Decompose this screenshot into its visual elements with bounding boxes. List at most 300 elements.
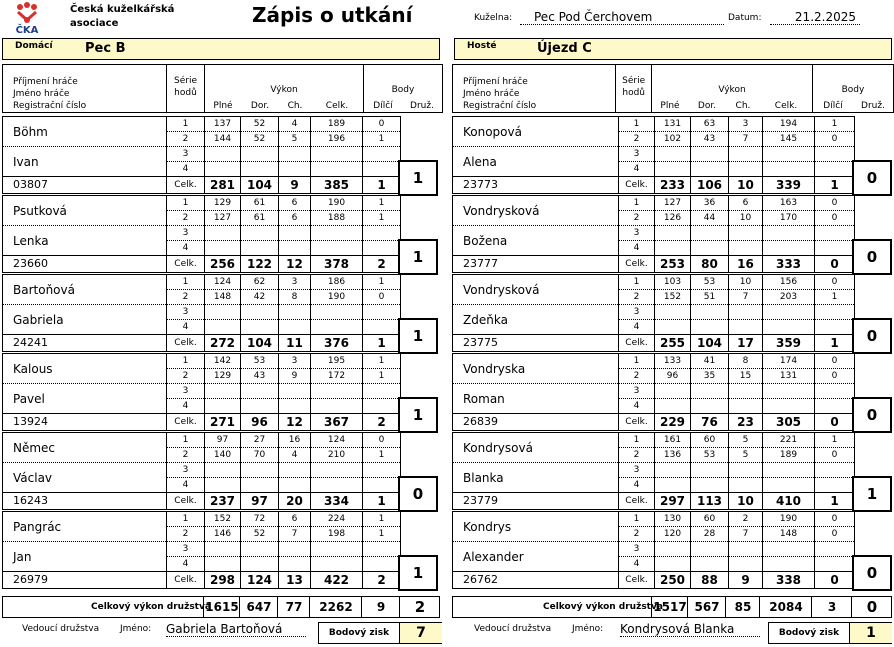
series-value: 61 (241, 211, 279, 226)
series-dilci: 1 (363, 512, 401, 527)
player-first-name: Václav (3, 463, 167, 493)
series-value: 161 (655, 433, 691, 448)
team-point-box: 0 (852, 160, 892, 196)
series-value: 6 (279, 196, 311, 211)
home-name-label: Jméno: (120, 624, 152, 634)
total-value: 9 (729, 572, 763, 589)
series-value: 43 (691, 132, 729, 147)
series-number: 3 (619, 384, 655, 399)
series-value: 221 (763, 433, 815, 448)
total-value: 385 (311, 177, 363, 194)
series-value: 126 (655, 211, 691, 226)
player-surname: Vondryska (453, 354, 619, 384)
series-number: 1 (619, 117, 655, 132)
svg-text:ČKA: ČKA (15, 25, 39, 35)
series-value: 97 (205, 433, 241, 448)
total-value: 10 (729, 177, 763, 194)
plne-header: Plné (660, 101, 680, 111)
series-value: 124 (311, 433, 363, 448)
total-value: 12 (279, 256, 311, 273)
series-dilci: 0 (815, 354, 855, 369)
celk-header: Celk. (325, 101, 349, 111)
series-number: 4 (619, 320, 655, 335)
home-team-bar (2, 38, 440, 60)
player-reg-number: 13924 (3, 414, 167, 431)
player-first-name: Alena (453, 147, 619, 177)
total-value: 367 (311, 414, 363, 431)
away-team-name: Újezd C (537, 41, 592, 56)
home-column-headers (2, 64, 443, 113)
away-leader-label: Vedoucí družstva (474, 624, 552, 634)
series-value: 136 (655, 448, 691, 463)
total-value: 12 (279, 414, 311, 431)
total-dilci: 1 (815, 335, 855, 352)
series-dilci: 1 (363, 527, 401, 542)
total-value: 233 (655, 177, 691, 194)
total-value: 17 (729, 335, 763, 352)
player-reg-number: 23660 (3, 256, 167, 273)
away-column-headers (452, 64, 894, 113)
series-number: 2 (167, 448, 205, 463)
team-point-box: 1 (398, 160, 438, 196)
home-total-dilci: 9 (361, 597, 400, 617)
series-number: 2 (167, 132, 205, 147)
series-dilci: 1 (363, 448, 401, 463)
series-number: 1 (619, 433, 655, 448)
total-value: 298 (205, 572, 241, 589)
total-label: Celk. (167, 256, 205, 273)
away-team-bar (454, 38, 892, 60)
series-value: 156 (763, 275, 815, 290)
druz-header: Druž. (861, 101, 885, 111)
series-value: 61 (241, 196, 279, 211)
venue-label: Kuželna: (474, 13, 513, 23)
away-total-label: Celkový výkon družstva (543, 602, 663, 612)
body-header: Body (841, 85, 865, 95)
series-value: 137 (205, 117, 241, 132)
team-point-box: 0 (852, 397, 892, 433)
total-dilci: 1 (363, 177, 401, 194)
series-dilci: 1 (815, 117, 855, 132)
player-block (2, 116, 401, 194)
series-number: 2 (167, 290, 205, 305)
total-dilci: 1 (363, 493, 401, 510)
total-value: 272 (205, 335, 241, 352)
series-value: 7 (729, 527, 763, 542)
series-value: 15 (729, 369, 763, 384)
total-value: 229 (655, 414, 691, 431)
series-number: 4 (167, 162, 205, 177)
total-dilci: 0 (815, 256, 855, 273)
series-value: 10 (729, 275, 763, 290)
series-value: 196 (311, 132, 363, 147)
series-number: 3 (167, 305, 205, 320)
player-column-header: Příjmení hráče Jméno hráče Registrační číslo (453, 65, 616, 113)
series-number: 3 (619, 463, 655, 478)
ch-header: Ch. (287, 101, 303, 111)
series-value: 60 (691, 512, 729, 527)
total-dilci: 1 (363, 335, 401, 352)
total-value: 104 (241, 335, 279, 352)
total-label: Celk. (167, 335, 205, 352)
total-value: 271 (205, 414, 241, 431)
total-value: 250 (655, 572, 691, 589)
series-dilci: 0 (815, 275, 855, 290)
player-surname: Bartoňová (3, 275, 167, 305)
series-value: 72 (241, 512, 279, 527)
player-surname: Němec (3, 433, 167, 463)
total-value: 281 (205, 177, 241, 194)
venue-value: Pec Pod Čerchovem (520, 10, 724, 25)
home-total-dor: 647 (239, 597, 278, 617)
series-number: 2 (619, 448, 655, 463)
series-value: 2 (729, 512, 763, 527)
series-value: 186 (311, 275, 363, 290)
total-value: 339 (763, 177, 815, 194)
total-value: 422 (311, 572, 363, 589)
total-dilci: 1 (815, 493, 855, 510)
series-dilci: 0 (815, 196, 855, 211)
series-number: 4 (167, 478, 205, 493)
druz-header: Druž. (410, 101, 434, 111)
player-reg-number: 23773 (453, 177, 619, 194)
series-number: 4 (619, 241, 655, 256)
series-value: 198 (311, 527, 363, 542)
player-surname: Konopová (453, 117, 619, 147)
series-dilci: 0 (815, 132, 855, 147)
series-dilci: 1 (363, 275, 401, 290)
home-scoresheet (2, 64, 443, 587)
series-value: 10 (729, 211, 763, 226)
series-value: 127 (205, 211, 241, 226)
series-number: 1 (167, 117, 205, 132)
team-point-box: 0 (852, 555, 892, 591)
total-value: 333 (763, 256, 815, 273)
series-dilci: 1 (363, 132, 401, 147)
player-first-name: Gabriela (3, 305, 167, 335)
series-value: 7 (729, 290, 763, 305)
series-value: 163 (763, 196, 815, 211)
series-number: 3 (167, 147, 205, 162)
series-number: 1 (619, 275, 655, 290)
total-value: 10 (729, 493, 763, 510)
series-dilci: 0 (363, 117, 401, 132)
player-surname: Kalous (3, 354, 167, 384)
series-value: 131 (655, 117, 691, 132)
series-number: 4 (619, 399, 655, 414)
series-number: 2 (619, 290, 655, 305)
player-first-name: Pavel (3, 384, 167, 414)
series-value: 145 (763, 132, 815, 147)
player-reg-number: 26762 (453, 572, 619, 589)
player-first-name: Ivan (3, 147, 167, 177)
home-total-plne: 1615 (203, 597, 240, 617)
series-value: 52 (241, 132, 279, 147)
total-label: Celk. (619, 177, 655, 194)
series-number: 1 (167, 275, 205, 290)
series-value: 190 (763, 512, 815, 527)
player-first-name: Lenka (3, 226, 167, 256)
series-value: 190 (311, 196, 363, 211)
home-leader-label: Vedoucí družstva (22, 624, 100, 634)
home-label: Domácí (15, 41, 53, 51)
series-value: 63 (691, 117, 729, 132)
series-value: 102 (655, 132, 691, 147)
total-value: 253 (655, 256, 691, 273)
series-dilci: 0 (815, 211, 855, 226)
series-value: 140 (205, 448, 241, 463)
series-dilci: 0 (815, 512, 855, 527)
series-number: 4 (619, 557, 655, 572)
plne-header: Plné (213, 101, 233, 111)
player-reg-number: 23775 (453, 335, 619, 352)
series-value: 35 (691, 369, 729, 384)
home-team-name: Pec B (85, 41, 126, 56)
series-value: 174 (763, 354, 815, 369)
series-number: 2 (167, 527, 205, 542)
association-name: Česká kuželkářská asociace (70, 4, 175, 29)
series-value: 6 (279, 211, 311, 226)
ch-header: Ch. (735, 101, 751, 111)
series-value: 53 (241, 354, 279, 369)
series-value: 148 (205, 290, 241, 305)
series-dilci: 1 (363, 354, 401, 369)
total-value: 20 (279, 493, 311, 510)
dor-header: Dor. (250, 101, 270, 111)
player-reg-number: 23777 (453, 256, 619, 273)
player-first-name: Roman (453, 384, 619, 414)
total-value: 11 (279, 335, 311, 352)
away-total-celk: 2084 (759, 597, 812, 617)
series-value: 146 (205, 527, 241, 542)
player-block (452, 274, 855, 352)
series-value: 210 (311, 448, 363, 463)
series-number: 2 (619, 211, 655, 226)
player-surname: Böhm (3, 117, 167, 147)
series-value: 129 (205, 196, 241, 211)
player-first-name: Blanka (453, 463, 619, 493)
series-value: 5 (729, 433, 763, 448)
series-number: 1 (167, 354, 205, 369)
total-value: 9 (279, 177, 311, 194)
away-leader-name: Kondrysová Blanka (620, 622, 760, 637)
player-block (2, 353, 401, 431)
series-value: 42 (241, 290, 279, 305)
series-number: 1 (619, 196, 655, 211)
series-value: 52 (241, 527, 279, 542)
total-value: 359 (763, 335, 815, 352)
series-value: 190 (311, 290, 363, 305)
series-value: 172 (311, 369, 363, 384)
series-value: 52 (241, 117, 279, 132)
dilci-header: Dílčí (373, 101, 393, 111)
series-value: 28 (691, 527, 729, 542)
series-value: 70 (241, 448, 279, 463)
team-point-box: 1 (398, 555, 438, 591)
away-name-label: Jméno: (572, 624, 604, 634)
series-value: 4 (279, 448, 311, 463)
series-dilci: 0 (363, 290, 401, 305)
player-surname: Vondrysková (453, 196, 619, 226)
series-number: 2 (619, 527, 655, 542)
dilci-header: Dílčí (823, 101, 843, 111)
series-value: 96 (655, 369, 691, 384)
date-label: Datum: (728, 13, 762, 23)
series-value: 44 (691, 211, 729, 226)
series-value: 51 (691, 290, 729, 305)
series-value: 3 (279, 354, 311, 369)
total-value: 13 (279, 572, 311, 589)
away-total-ch: 85 (725, 597, 760, 617)
total-value: 96 (241, 414, 279, 431)
player-block (452, 432, 855, 510)
player-reg-number: 24241 (3, 335, 167, 352)
vykon-header: Výkon (718, 85, 746, 95)
series-dilci: 1 (363, 211, 401, 226)
series-number: 2 (619, 369, 655, 384)
series-number: 1 (619, 354, 655, 369)
series-number: 2 (167, 211, 205, 226)
series-value: 195 (311, 354, 363, 369)
series-number: 3 (619, 147, 655, 162)
page-title: Zápis o utkání (252, 3, 413, 27)
series-value: 5 (279, 132, 311, 147)
dor-header: Dor. (697, 101, 717, 111)
home-total-label: Celkový výkon družstva (91, 602, 211, 612)
total-value: 376 (311, 335, 363, 352)
total-value: 106 (691, 177, 729, 194)
away-point-gain: Bodový zisk 1 (768, 622, 892, 644)
series-value: 130 (655, 512, 691, 527)
series-number: 4 (619, 478, 655, 493)
total-value: 23 (729, 414, 763, 431)
total-value: 80 (691, 256, 729, 273)
series-value: 27 (241, 433, 279, 448)
total-value: 76 (691, 414, 729, 431)
total-dilci: 2 (363, 414, 401, 431)
away-label: Hosté (467, 41, 497, 51)
total-value: 305 (763, 414, 815, 431)
total-label: Celk. (167, 414, 205, 431)
player-reg-number: 26979 (3, 572, 167, 589)
series-value: 16 (279, 433, 311, 448)
series-dilci: 0 (815, 527, 855, 542)
series-value: 5 (729, 448, 763, 463)
home-total-druz: 2 (399, 597, 440, 617)
total-value: 378 (311, 256, 363, 273)
player-block (2, 432, 401, 510)
series-value: 224 (311, 512, 363, 527)
series-value: 189 (311, 117, 363, 132)
series-dilci: 0 (363, 433, 401, 448)
player-block (452, 195, 855, 273)
series-value: 170 (763, 211, 815, 226)
series-value: 127 (655, 196, 691, 211)
series-number: 1 (167, 196, 205, 211)
player-surname: Psutková (3, 196, 167, 226)
series-number: 1 (167, 433, 205, 448)
home-total-celk: 2262 (309, 597, 362, 617)
series-number: 3 (167, 384, 205, 399)
team-point-box: 1 (398, 397, 438, 433)
total-label: Celk. (619, 335, 655, 352)
series-number: 3 (619, 226, 655, 241)
player-column-header: Příjmení hráče Jméno hráče Registrační číslo (3, 65, 167, 113)
series-value: 142 (205, 354, 241, 369)
series-value: 131 (763, 369, 815, 384)
total-value: 334 (311, 493, 363, 510)
total-label: Celk. (619, 256, 655, 273)
series-value: 3 (729, 117, 763, 132)
total-dilci: 0 (815, 572, 855, 589)
series-number: 2 (167, 369, 205, 384)
series-value: 188 (311, 211, 363, 226)
total-value: 88 (691, 572, 729, 589)
series-number: 4 (167, 241, 205, 256)
series-number: 3 (167, 463, 205, 478)
team-point-box: 0 (398, 476, 438, 512)
series-value: 6 (729, 196, 763, 211)
total-value: 410 (763, 493, 815, 510)
total-value: 124 (241, 572, 279, 589)
series-number: 3 (619, 542, 655, 557)
series-value: 62 (241, 275, 279, 290)
series-number: 3 (619, 305, 655, 320)
player-first-name: Jan (3, 542, 167, 572)
player-block (452, 116, 855, 194)
series-value: 7 (279, 527, 311, 542)
series-number: 4 (167, 557, 205, 572)
away-total-dilci: 3 (811, 597, 852, 617)
away-total-dor: 567 (687, 597, 726, 617)
player-reg-number: 23779 (453, 493, 619, 510)
total-label: Celk. (167, 493, 205, 510)
series-value: 4 (279, 117, 311, 132)
total-label: Celk. (167, 572, 205, 589)
series-dilci: 0 (815, 369, 855, 384)
series-number: 1 (167, 512, 205, 527)
player-block (452, 511, 855, 589)
total-label: Celk. (619, 493, 655, 510)
total-value: 97 (241, 493, 279, 510)
series-number: 4 (167, 320, 205, 335)
series-dilci: 1 (815, 290, 855, 305)
player-first-name: Božena (453, 226, 619, 256)
total-value: 297 (655, 493, 691, 510)
series-dilci: 1 (363, 369, 401, 384)
series-value: 144 (205, 132, 241, 147)
series-number: 4 (167, 399, 205, 414)
series-number: 2 (619, 132, 655, 147)
player-reg-number: 16243 (3, 493, 167, 510)
total-label: Celk. (619, 414, 655, 431)
series-dilci: 1 (363, 196, 401, 211)
total-value: 104 (241, 177, 279, 194)
series-value: 103 (655, 275, 691, 290)
away-total-bar (452, 596, 892, 618)
total-label: Celk. (167, 177, 205, 194)
celk-header: Celk. (774, 101, 798, 111)
body-header: Body (391, 85, 415, 95)
series-value: 189 (763, 448, 815, 463)
series-value: 124 (205, 275, 241, 290)
home-total-bar (2, 596, 440, 618)
header (0, 0, 894, 36)
home-leader-name: Gabriela Bartoňová (166, 622, 306, 637)
series-value: 203 (763, 290, 815, 305)
player-block (2, 195, 401, 273)
series-value: 3 (279, 275, 311, 290)
